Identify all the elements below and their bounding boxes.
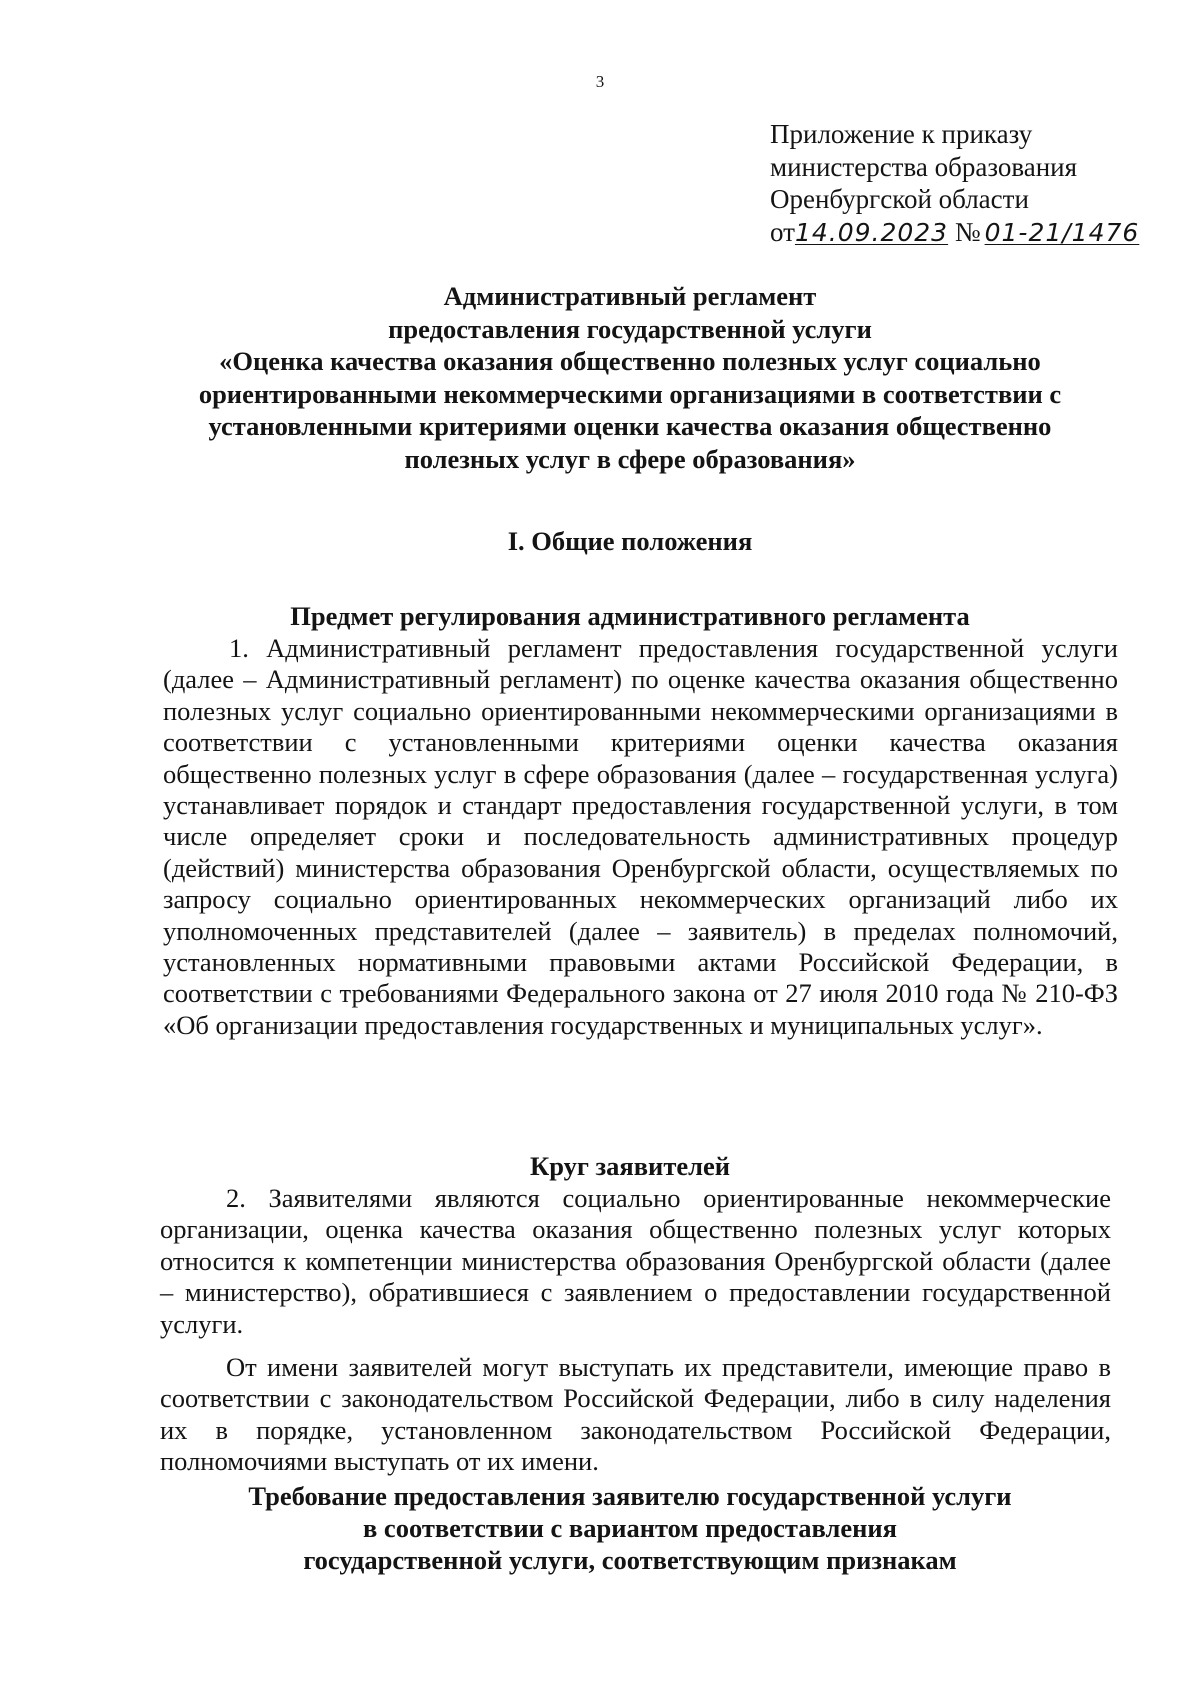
subheading-requirement	[150, 1480, 1110, 1576]
subheading-applicants	[150, 1151, 1110, 1182]
paragraph-2: 2. Заявителями являются социально ориентированные некоммерческие организации, оценка качества оказания общественно полезных услуг которых относится к компетенции министерства образования Оренбургской области (далее – министерство), обратившиеся с заявлением о предоставлении государственной услуги.	[160, 1183, 1111, 1339]
appendix-line-3: Оренбургской области	[770, 184, 1029, 214]
title-line-1: Административный регламент	[443, 281, 817, 311]
title-line-2: предоставления государственной услуги	[388, 313, 872, 344]
appendix-block	[770, 118, 1170, 249]
subheading-subject-text: Предмет регулирования административного регламента	[290, 601, 970, 631]
paragraph-2-block	[160, 1183, 1111, 1478]
from-label: от	[770, 216, 795, 247]
section-heading-text: I. Общие положения	[507, 526, 753, 556]
title-line-6: полезных услуг в сфере образования»	[404, 443, 856, 474]
requirement-line-3: государственной услуги, соответствующим признакам	[303, 1545, 957, 1575]
document-title	[160, 280, 1100, 476]
title-line-5: установленными критериями оценки качества оказания общественно	[208, 411, 1052, 442]
appendix-line-1: Приложение к приказу	[770, 119, 1033, 149]
appendix-line-2: министерства образования	[770, 151, 1078, 182]
title-line-4: ориентированными некоммерческими организациями в соответствии с	[198, 378, 1062, 409]
handwritten-date: 14.09.2023	[794, 217, 949, 247]
requirement-line-1: Требование предоставления заявителю государственной услуги	[248, 1481, 1012, 1511]
page-number: 3	[595, 72, 605, 91]
handwritten-order-number: 01-21/1476	[984, 217, 1140, 247]
paragraph-1: 1. Административный регламент предоставления государственной услуги (далее – Административный регламент) по оценке качества оказания общественно полезных услуг социально ориентированными некоммерческими организациями в соответствии с установленными критериями оценки качества оказания общественно полезных услуг в сфере образования (далее – государственная услуга) устанавливает порядок и стандарт предоставления государственной услуги, в том числе определяет сроки и последовательность административных процедур (действий) министерства образования Оренбургской области, осуществляемых по запросу социально ориентированных некоммерческих организаций либо их уполномоченных представителей (далее – заявитель) в пределах полномочий, установленных нормативными правовыми актами Российской Федерации, в соответствии с требованиями Федерального закона от 27 июля 2010 года № 210-ФЗ «Об организации предоставления государственных и муниципальных услуг».	[163, 633, 1118, 1040]
subheading-applicants-text: Круг заявителей	[529, 1151, 730, 1181]
paragraph-2-representatives: От имени заявителей могут выступать их представители, имеющие право в соответствии с законодательством Российской Федерации, либо в силу наделения их в порядке, установленном законодательством Российской Федерации, полномочиями выступать от их имени.	[160, 1352, 1111, 1477]
subheading-subject	[150, 601, 1110, 632]
title-line-3: «Оценка качества оказания общественно полезных услуг социально	[219, 346, 1041, 377]
paragraph-1-block	[163, 633, 1118, 1041]
number-label: №	[954, 216, 981, 247]
section-heading-general	[150, 526, 1110, 557]
appendix-order-line	[770, 216, 1170, 250]
requirement-line-2: в соответствии с вариантом предоставления	[363, 1513, 897, 1543]
